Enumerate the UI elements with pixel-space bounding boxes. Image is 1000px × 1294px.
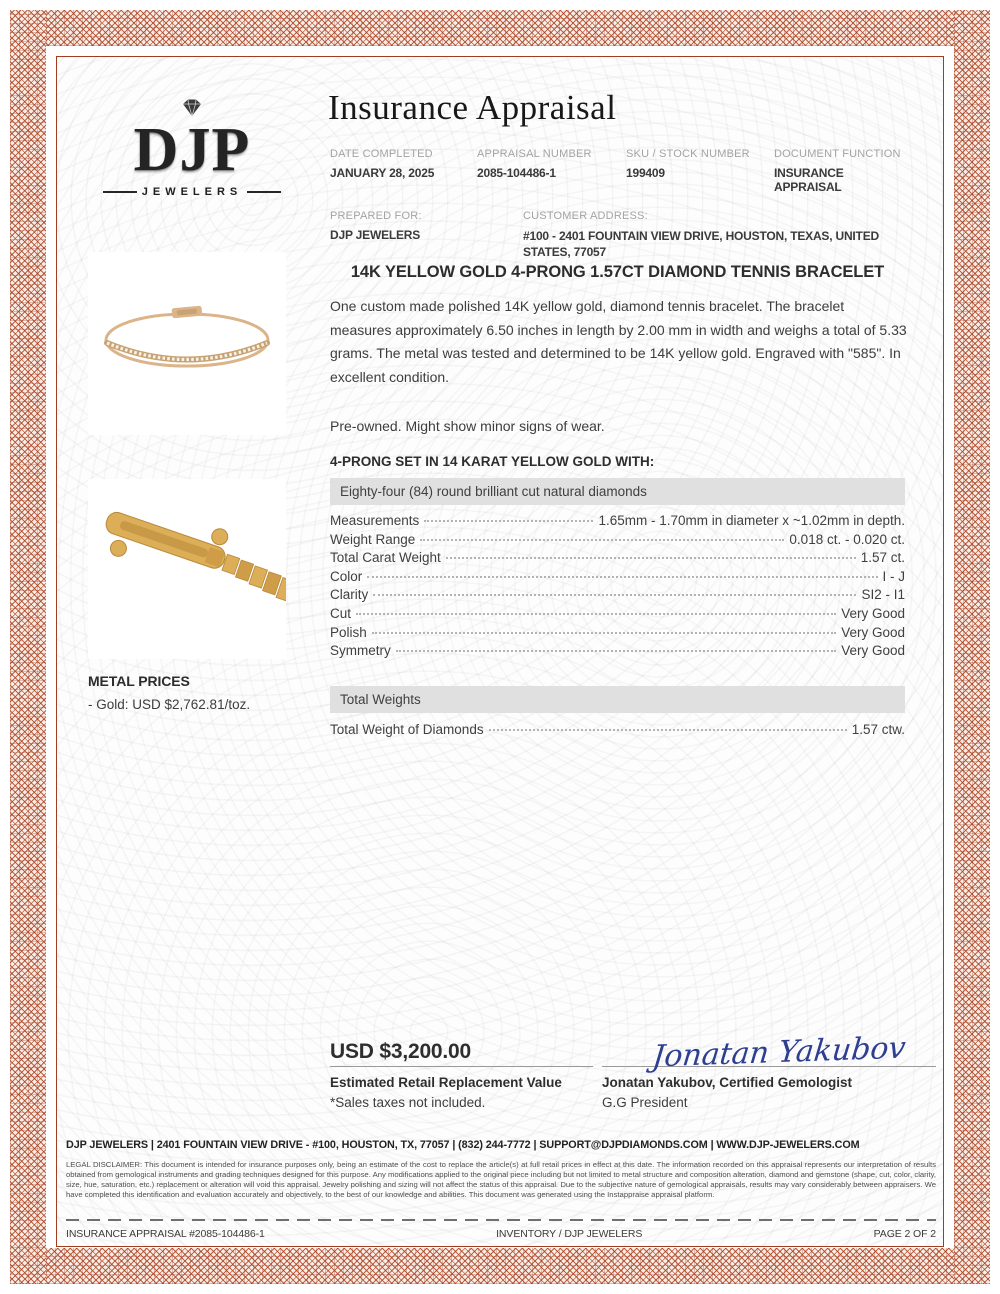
bracelet-full-illustration bbox=[88, 252, 286, 435]
logo-subtext-row bbox=[103, 186, 281, 198]
bracelet-photo-full bbox=[88, 252, 286, 435]
meta-label: APPRAISAL NUMBER bbox=[477, 148, 592, 160]
item-description: One custom made polished 14K yellow gold, diamond tennis bracelet. The bracelet measures approximately 6.50 inches in length by 2.00 mm in width and weighs a total of 5.33 grams. The metal was tested and determined to be 14K yellow gold. Engraved with "585". In excellent condition. bbox=[330, 298, 907, 385]
spec-value: 0.018 ct. - 0.020 ct. bbox=[789, 531, 905, 547]
spec-label: Measurements bbox=[330, 513, 420, 528]
meta-value: INSURANCE APPRAISAL bbox=[774, 166, 844, 194]
signature-block bbox=[602, 1028, 936, 1110]
logo-brand-text: DJP bbox=[133, 116, 251, 184]
value-underline bbox=[330, 1066, 593, 1067]
meta-grid bbox=[330, 148, 908, 194]
spec-label: Polish bbox=[330, 624, 367, 640]
item-title: 14K YELLOW GOLD 4-PRONG 1.57CT DIAMOND TENNIS BRACELET bbox=[350, 263, 885, 281]
spec-label: Symmetry bbox=[330, 643, 391, 659]
dotted-leader bbox=[372, 632, 836, 634]
page-title: Insurance Appraisal bbox=[328, 88, 617, 127]
customer-address-block bbox=[523, 210, 915, 260]
contact-line: DJP JEWELERS | 2401 FOUNTAIN VIEW DRIVE - #100, HOUSTON, TX, 77057 | (832) 244-7772 | SUPPORT@DJPDIAMONDS.COM | WWW.DJP-JEWELERS.COM bbox=[66, 1139, 860, 1151]
meta-appraisal-number bbox=[477, 148, 626, 194]
dotted-leader bbox=[356, 613, 836, 615]
guilloche-border-bottom bbox=[10, 1248, 990, 1284]
item-condition-note: Pre-owned. Might show minor signs of wear. bbox=[330, 418, 605, 434]
metal-prices-block bbox=[88, 673, 323, 712]
bottom-bar bbox=[66, 1219, 936, 1240]
appraised-value: USD $3,200.00 bbox=[330, 1040, 471, 1063]
bottom-inventory-label: INVENTORY / DJP JEWELERS bbox=[496, 1227, 643, 1240]
prepared-for-label: PREPARED FOR: bbox=[330, 210, 422, 222]
total-weights-box: Total Weights bbox=[330, 686, 905, 713]
customer-address-value: #100 - 2401 FOUNTAIN VIEW DRIVE, HOUSTON, TEXAS, UNITED STATES, 77057 bbox=[523, 229, 879, 259]
setting-heading: 4-PRONG SET IN 14 KARAT YELLOW GOLD WITH: bbox=[330, 454, 655, 469]
valuation-section bbox=[330, 1028, 936, 1110]
meta-value: JANUARY 28, 2025 bbox=[330, 166, 435, 180]
guilloche-border-top bbox=[10, 10, 990, 46]
dotted-leader bbox=[420, 539, 784, 541]
bottom-appraisal-ref: INSURANCE APPRAISAL #2085-104486-1 bbox=[66, 1227, 265, 1240]
dotted-leader bbox=[367, 576, 877, 578]
prepared-for-block bbox=[330, 210, 515, 242]
totals-table bbox=[330, 722, 905, 742]
spec-row-measurements bbox=[330, 513, 905, 532]
total-row-diamonds bbox=[330, 722, 905, 742]
spec-value: 1.65mm - 1.70mm in diameter x ~1.02mm in depth. bbox=[598, 513, 905, 528]
spec-label: Clarity bbox=[330, 587, 369, 603]
meta-value: 2085-104486-1 bbox=[477, 166, 556, 180]
logo-right-dash bbox=[247, 191, 281, 193]
logo-subtext: JEWELERS bbox=[141, 186, 243, 198]
metal-prices-heading: METAL PRICES bbox=[88, 673, 190, 689]
meta-document-function bbox=[774, 148, 908, 194]
total-label: Total Weight of Diamonds bbox=[330, 722, 484, 737]
meta-value: 199409 bbox=[626, 166, 665, 180]
logo-left-dash bbox=[103, 191, 137, 193]
bracelet-clasp-illustration bbox=[88, 479, 286, 659]
spec-row-weight-range bbox=[330, 532, 905, 551]
spec-value: SI2 - I1 bbox=[861, 587, 905, 603]
meta-label: SKU / STOCK NUMBER bbox=[626, 148, 750, 160]
spec-row-polish bbox=[330, 625, 905, 644]
guilloche-border-right bbox=[954, 10, 990, 1284]
spec-row-total-carat bbox=[330, 550, 905, 569]
dotted-leader bbox=[373, 594, 856, 596]
dotted-leader bbox=[446, 557, 856, 559]
spec-label: Weight Range bbox=[330, 531, 416, 547]
diamond-icon bbox=[177, 98, 207, 118]
dashed-divider bbox=[66, 1219, 936, 1221]
metal-price-gold: - Gold: USD $2,762.81/toz. bbox=[88, 697, 251, 712]
meta-label: DATE COMPLETED bbox=[330, 148, 433, 160]
spec-label: Cut bbox=[330, 605, 352, 621]
spec-value: Very Good bbox=[841, 643, 905, 659]
dotted-leader bbox=[424, 520, 593, 522]
value-caption: Estimated Retail Replacement Value bbox=[330, 1075, 562, 1090]
valuation-amount-block bbox=[330, 1028, 593, 1110]
spec-value: I - J bbox=[882, 568, 905, 584]
dotted-leader bbox=[396, 650, 836, 652]
signer-title: G.G President bbox=[602, 1095, 688, 1110]
total-value: 1.57 ctw. bbox=[851, 722, 905, 737]
signer-name: Jonatan Yakubov, Certified Gemologist bbox=[602, 1075, 853, 1090]
spec-row-color bbox=[330, 569, 905, 588]
spec-value: 1.57 ct. bbox=[860, 550, 905, 566]
legal-disclaimer: LEGAL DISCLAIMER: This document is intended for insurance purposes only, being an estimate of the cost to replace the article(s) at full retail prices in effect at this date. The information recorded on this appraisal represents our interpretation of results obtained from gemological instruments and grading techniques designed for this purpose. Any modifications applied to the original piece including but not limited to metal structure and composition alteration, diamond and gemstone (shape, cut, color, clarity, size, hue, saturation, etc.) replacement or alteration will void this appraisal. Jewelry polishing and sizing will not affect the status of this appraisal. Due to the subjective nature of gemological appraisals, results may vary considerably between appraisers. We have completed this identification and evaluation accurately and objectively, to the best of our knowledge and abilities. This document was generated using the Instappraise appraisal platform. bbox=[66, 1160, 936, 1199]
meta-date-completed bbox=[330, 148, 477, 194]
stones-summary-box: Eighty-four (84) round brilliant cut natural diamonds bbox=[330, 478, 905, 505]
tax-note: *Sales taxes not included. bbox=[330, 1095, 486, 1110]
spec-value: Very Good bbox=[841, 624, 905, 640]
customer-address-label: CUSTOMER ADDRESS: bbox=[523, 210, 648, 222]
prepared-for-value: DJP JEWELERS bbox=[330, 228, 421, 242]
spec-row-cut bbox=[330, 606, 905, 625]
guilloche-border-left bbox=[10, 10, 46, 1284]
bottom-page-number: PAGE 2 OF 2 bbox=[873, 1227, 936, 1240]
spec-row-clarity bbox=[330, 587, 905, 606]
spec-value: Very Good bbox=[841, 605, 905, 621]
spec-row-symmetry bbox=[330, 643, 905, 662]
signature-script: Jonatan Yakubov bbox=[650, 1030, 908, 1075]
djp-logo bbox=[103, 98, 281, 198]
spec-label: Color bbox=[330, 568, 363, 584]
meta-sku bbox=[626, 148, 774, 194]
dotted-leader bbox=[489, 729, 847, 731]
spec-label: Total Carat Weight bbox=[330, 550, 441, 566]
meta-label: DOCUMENT FUNCTION bbox=[774, 148, 901, 160]
spec-table bbox=[330, 513, 905, 662]
bracelet-photo-clasp bbox=[88, 479, 286, 659]
